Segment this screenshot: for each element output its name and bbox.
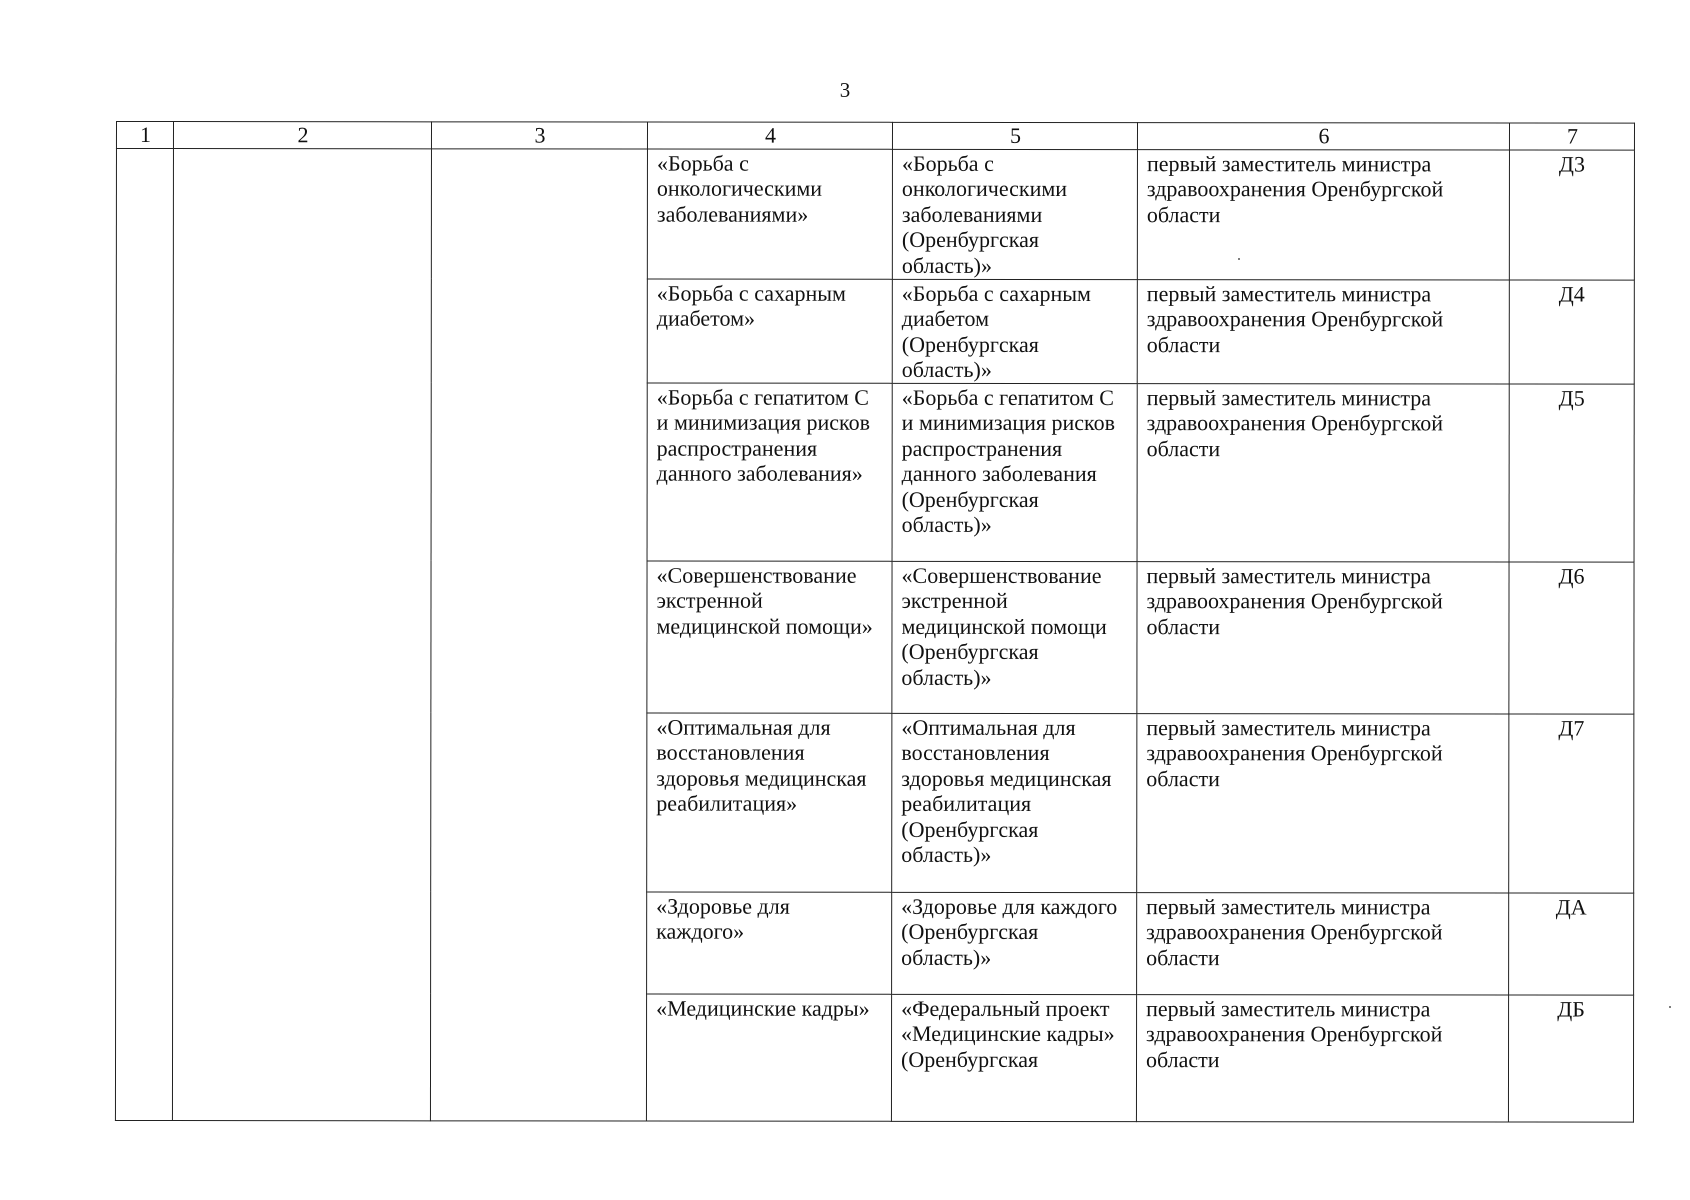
regional-project-cell: «Борьба с гепатитом С и минимизация рисков распространения данного заболевания» bbox=[647, 383, 892, 561]
responsible-person-cell: первый заместитель министра здравоохранения Оренбургской области bbox=[1137, 383, 1509, 561]
project-name-cell: «Борьба с онкологическими заболеваниями (Оренбургская область)» bbox=[892, 149, 1137, 279]
scan-speck bbox=[1669, 1006, 1671, 1008]
table-header bbox=[116, 122, 1634, 150]
regional-project-cell: «Медицинские кадры» bbox=[646, 994, 891, 1121]
project-name-cell: «Здоровье для каждого (Оренбургская область)» bbox=[892, 892, 1137, 994]
project-code-cell: ДБ bbox=[1508, 994, 1633, 1121]
project-code-cell: Д7 bbox=[1509, 713, 1634, 892]
header-col-2: 2 bbox=[173, 122, 431, 149]
regional-project-cell: «Здоровье для каждого» bbox=[647, 892, 892, 994]
project-name-cell: «Федеральный проект «Медицинские кадры» (Оренбургская bbox=[891, 994, 1136, 1121]
col-2-merged-cell bbox=[172, 148, 431, 1120]
responsible-person-cell: первый заместитель министра здравоохранения Оренбургской области bbox=[1137, 149, 1509, 279]
project-code-cell: Д5 bbox=[1509, 383, 1634, 561]
col-3-merged-cell bbox=[430, 148, 647, 1120]
project-name-cell: «Совершенствование экстренной медицинской помощи (Оренбургская область)» bbox=[892, 561, 1137, 713]
header-col-3: 3 bbox=[431, 122, 647, 149]
project-code-cell: Д4 bbox=[1509, 279, 1634, 383]
project-name-cell: «Оптимальная для восстановления здоровья медицинская реабилитация (Оренбургская область)» bbox=[892, 713, 1137, 892]
project-name-cell: «Борьба с сахарным диабетом (Оренбургская область)» bbox=[892, 279, 1137, 383]
header-col-1: 1 bbox=[116, 122, 173, 149]
project-code-cell: Д3 bbox=[1509, 149, 1634, 279]
page-number: 3 bbox=[839, 78, 851, 102]
regional-project-cell: «Совершенствование экстренной медицинской помощи» bbox=[647, 561, 892, 713]
scan-speck bbox=[1238, 258, 1240, 260]
regional-project-cell: «Борьба с онкологическими заболеваниями» bbox=[647, 149, 892, 279]
responsible-person-cell: первый заместитель министра здравоохранения Оренбургской области bbox=[1137, 279, 1509, 383]
projects-table bbox=[115, 121, 1635, 1122]
responsible-person-cell: первый заместитель министра здравоохранения Оренбургской области bbox=[1137, 713, 1509, 892]
table-body bbox=[115, 148, 1634, 1122]
project-code-cell: Д6 bbox=[1509, 561, 1634, 713]
regional-project-cell: «Борьба с сахарным диабетом» bbox=[647, 279, 892, 383]
project-name-cell: «Борьба с гепатитом С и минимизация рисков распространения данного заболевания (Оренбургская область)» bbox=[892, 383, 1137, 561]
table-row bbox=[116, 148, 1634, 280]
header-col-4: 4 bbox=[647, 122, 892, 149]
header-col-5: 5 bbox=[892, 122, 1137, 149]
regional-project-cell: «Оптимальная для восстановления здоровья медицинская реабилитация» bbox=[647, 713, 892, 892]
header-col-6: 6 bbox=[1137, 123, 1509, 150]
header-row bbox=[116, 122, 1634, 150]
col-1-merged-cell bbox=[115, 148, 173, 1120]
header-col-7: 7 bbox=[1509, 123, 1634, 150]
project-code-cell: ДА bbox=[1509, 892, 1634, 994]
responsible-person-cell: первый заместитель министра здравоохранения Оренбургской области bbox=[1137, 892, 1509, 994]
responsible-person-cell: первый заместитель министра здравоохранения Оренбургской области bbox=[1136, 994, 1508, 1121]
responsible-person-cell: первый заместитель министра здравоохранения Оренбургской области bbox=[1137, 561, 1509, 713]
